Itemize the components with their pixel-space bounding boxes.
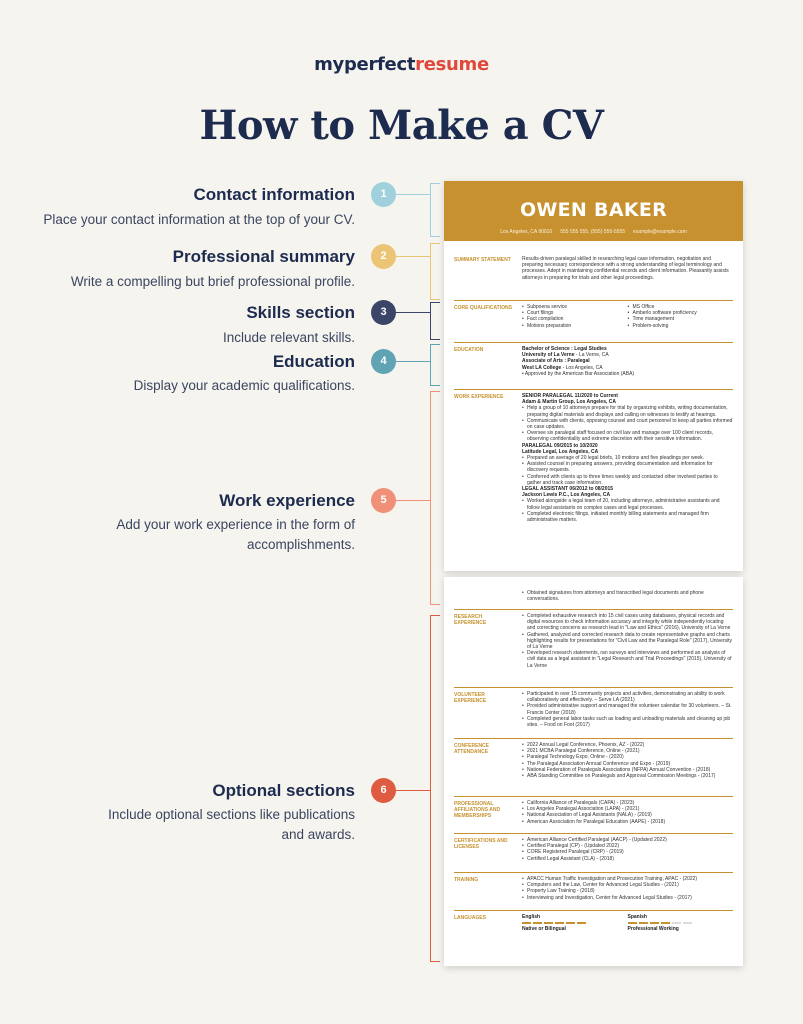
language-level: Native or Bilingual (522, 926, 566, 933)
education-label: EDUCATION (454, 347, 484, 353)
certifications-label: CERTIFICATIONS AND LICENSES (454, 838, 508, 850)
skill-item: • Fact compilation (522, 316, 628, 322)
school-2: West LA College (522, 364, 562, 371)
certifications-section (454, 833, 733, 862)
job-2-title: PARALEGAL 09/2015 to 10/2020 (522, 442, 598, 449)
step-4-description: Display your academic qualifications. (133, 378, 355, 393)
step-3-description: Include relevant skills. (222, 330, 355, 345)
job-3-company: Jackson Lewis P.C., Los Angeles, CA (522, 492, 611, 499)
work-section (454, 389, 733, 523)
affiliation-bullet: • Los Angeles Paralegal Association (LAPA) - (2021) (522, 806, 733, 812)
affiliation-bullet: • California Alliance of Paralegals (CAPA) - (2023) (522, 800, 733, 806)
step-2-description: Write a compelling but brief professional profile. (70, 274, 355, 289)
research-bullet: • Completed exhaustive research into 15 civil cases using databases, physical records and digital resources to check information accuracy and integrity while independently locating and correcting concerns as research lead in "Law and Ethics" (2016), University of La Verne (522, 613, 733, 632)
affiliation-bullet: • National Association of Legal Assistants (NALA) - (2019) (522, 812, 733, 818)
training-bullet: • Interviewing and Investigation, Center for Advanced Legal Studies - (2017) (522, 895, 733, 901)
certification-bullet: • Certified Legal Assistant (CLA) - (2018) (522, 856, 733, 862)
job-1-bullet: • Oversee six paralegal staff focused on civil law and manage over 100 client records, observing confidentiality and extreme discretion with their sensitive information. (522, 430, 733, 442)
step-4-heading: Education (272, 352, 355, 371)
education-section (454, 342, 733, 377)
page-title: How to Make a CV (199, 102, 604, 149)
step-3-heading: Skills section (246, 303, 355, 322)
step-5-description: Add your work experience in the form of accomplishments. (116, 517, 355, 552)
job-1-company: Adam & Martin Group, Los Angeles, CA (522, 399, 616, 406)
job-1-bullet: • Communicate with clients, opposing counsel and court personnel to keep all parties informed on case updates. (522, 418, 733, 430)
research-bullet: • Gathered, analyzed and corrected research data to create representative graphs and charts highlighting results for presentations for "Civil Law and the Paralegal Role" (2017), University of La Verne (522, 632, 733, 651)
language-level-segment (672, 922, 681, 924)
job-3-bullet: • Worked alongside a legal team of 20, including attorneys, administrative assistants and follow legal assistants on complex cases and legal processes. (522, 498, 733, 510)
degree-2: Associate of Arts : Paralegal (522, 358, 590, 365)
language-item (628, 914, 734, 932)
bracket-2-connector (396, 256, 430, 257)
volunteer-bullet: • Provided administrative support and managed the volunteer calendar for 30 volunteers. – St. Francis Center (2018) (522, 703, 733, 715)
research-bullet: • Developed research statements, ran surveys and interviews and performed an analysis of civil data as a legal assistant in "Legal Research and Trial Proceedings" (2015), University of La Verne (522, 650, 733, 669)
job-3-bullet: • Completed electronic filings, initiated monthly billing statements and managed firm administrative matters. (522, 511, 733, 523)
bracket-5-connector (396, 500, 430, 501)
school-1: University of La Verne (522, 352, 575, 359)
language-level-segment (661, 922, 670, 924)
language-level-bar (628, 922, 734, 924)
training-bullet: • APACC Human Traffic Investigation and Prosecution Training, APAC - (2022) (522, 876, 733, 882)
education-body (522, 346, 733, 377)
job-2-bullet: • Conferred with clients up to three times weekly and contacted other involved parties to gather and track case information. (522, 474, 733, 486)
volunteer-label: VOLUNTEER EXPERIENCE (454, 692, 487, 704)
skill-item: • Time management (628, 316, 734, 322)
job-2-bullet: • Assisted counsel in preparing answers, providing documentation and information for discovery requests. (522, 461, 733, 473)
skill-item: • Subpoena service (522, 304, 628, 310)
skills-columns (522, 304, 733, 329)
job-1-bullet: • Help a group of 10 attorneys prepare for trial by organizing exhibits, writing documentation, preparing digital materials and displays and calling on witnesses to testify at hearings. (522, 405, 733, 417)
work-body (522, 393, 733, 523)
language-level-segment (555, 922, 564, 924)
job-3-title: LEGAL ASSISTANT 06/2012 to 08/2015 (522, 486, 614, 493)
school-1-location: - La Verne, CA (574, 352, 609, 359)
training-label: TRAINING (454, 877, 479, 883)
job-2-company: Latitude Legal, Los Angeles, CA (522, 448, 599, 455)
school-2-location: - Los Angeles, CA (561, 364, 603, 371)
language-level-segment (544, 922, 553, 924)
language-name: Spanish (627, 914, 647, 920)
brand-logo-part2: resume (415, 54, 489, 75)
step-1-description: Place your contact information at the top of your CV. (43, 212, 355, 227)
training-bullet: • Property Law Training - (2018) (522, 888, 733, 894)
conference-label: CONFERENCE ATTENDANCE (454, 743, 490, 755)
language-level: Professional Working (627, 926, 679, 933)
conference-bullet: • 2021 MCBA Paralegal Conference, Online - (2021) (522, 748, 733, 754)
skill-item: • Motions preparation (522, 323, 628, 329)
language-name: English (522, 914, 541, 920)
work-label: WORK EXPERIENCE (454, 394, 504, 400)
resume-address: Los Angeles, CA 90010 (500, 229, 553, 235)
resume-page-2 (444, 577, 743, 966)
step-2-badge: 2 (371, 244, 396, 269)
bracket-3 (430, 302, 440, 340)
resume-email: example@example.com (633, 229, 687, 235)
step-5-heading: Work experience (219, 491, 355, 510)
conference-bullet: • 2022 Annual Legal Conference, Phoenix, AZ - (2022) (522, 742, 733, 748)
step-6-heading: Optional sections (212, 781, 355, 800)
affiliations-label: PROFESSIONAL AFFILIATIONS AND MEMBERSHIPS (454, 801, 501, 819)
bracket-6 (430, 615, 440, 962)
bracket-4-connector (396, 361, 430, 362)
languages-columns (522, 914, 733, 932)
summary-label: SUMMARY STATEMENT (454, 257, 511, 263)
step-5-badge: 5 (371, 488, 396, 513)
volunteer-bullet: • Completed general labor tasks such as loading and unloading materials and cleaning up job sites. – Food on Foot (2017) (522, 716, 733, 728)
language-level-segment (533, 922, 542, 924)
skills-section (454, 300, 733, 329)
conference-bullet: • The Paralegal Association Annual Conference and Expo - (2019) (522, 761, 733, 767)
conference-section (454, 738, 733, 779)
research-section (454, 609, 733, 669)
language-level-segment (650, 922, 659, 924)
conference-bullet: • ABA Standing Committee on Paralegals and Approval Commission Meetings - (2017) (522, 773, 733, 779)
step-4-badge: 4 (371, 349, 396, 374)
certification-bullet: • Certified Paralegal (CP) - (Updated 2022) (522, 843, 733, 849)
certification-bullet: • CORE Registered Paralegal (CRP) - (2019) (522, 849, 733, 855)
skill-item: • MS Office (628, 304, 734, 310)
languages-section (454, 910, 733, 932)
step-6-badge: 6 (371, 778, 396, 803)
bracket-5 (430, 391, 440, 605)
bracket-6-connector (396, 790, 430, 791)
step-1-heading: Contact information (193, 185, 355, 204)
degree-1: Bachelor of Science : Legal Studies (522, 346, 607, 352)
skills-label: CORE QUALIFICATIONS (454, 305, 512, 311)
research-label: RESEARCH EXPERIENCE (454, 614, 487, 626)
brand-logo-part1: myperfect (314, 54, 416, 75)
volunteer-section (454, 687, 733, 728)
affiliations-section (454, 796, 733, 825)
language-level-segment (522, 922, 531, 924)
conference-bullet: • National Federation of Paralegals Associations (NFPA) Annual Convention - (2018) (522, 767, 733, 773)
language-level-bar (522, 922, 628, 924)
skill-item: • Amberlo software proficiency (628, 310, 734, 316)
resume-page-1 (444, 181, 743, 571)
bracket-2 (430, 243, 440, 300)
language-item (522, 914, 628, 932)
summary-section (454, 253, 733, 281)
step-6-description: Include optional sections like publications and awards. (108, 807, 355, 842)
affiliation-bullet: • American Association for Paralegal Education (AAPE) - (2018) (522, 819, 733, 825)
bracket-1 (430, 183, 440, 237)
language-level-segment (577, 922, 586, 924)
education-note: • Approved by the American Bar Association (ABA) (522, 370, 635, 377)
language-level-segment (639, 922, 648, 924)
resume-name: OWEN BAKER (519, 199, 668, 221)
language-level-segment (566, 922, 575, 924)
resume-header (444, 181, 743, 241)
job-2-bullet: • Prepared an average of 20 legal briefs, 10 motions and five pleadings per week. (522, 455, 733, 461)
step-1-badge: 1 (371, 182, 396, 207)
volunteer-bullet: • Participated in over 15 community projects and activities, demonstrating an ability to work collaboratively and effectively. – Serve LA (2021) (522, 691, 733, 703)
certification-bullet: • American Alliance Certified Paralegal (AACP) - (Updated 2022) (522, 837, 733, 843)
language-level-segment (683, 922, 692, 924)
languages-label: LANGUAGES (454, 915, 486, 921)
training-section (454, 872, 733, 901)
resume-phone: 555 555 555, (555) 555-5555 (560, 229, 626, 235)
work-continued (454, 587, 733, 602)
skill-item: • Court filings (522, 310, 628, 316)
bracket-3-connector (396, 312, 430, 313)
training-bullet: • Computers and the Law, Center for Advanced Legal Studies - (2021) (522, 882, 733, 888)
summary-text: Results-driven paralegal skilled in researching legal case information, negotiation and preparing necessary correspondence with a strong understanding of legal terminology and processes. Adept in maintaining confidential records and client information. Pleasantly assists attorneys in preparing for trials and other legal proceedings. (522, 256, 729, 281)
conference-bullet: • Paralegal Technology Expo, Online - (2020) (522, 754, 733, 760)
step-3-badge: 3 (371, 300, 396, 325)
skill-item: • Problem-solving (628, 323, 734, 329)
bracket-1-connector (396, 194, 430, 195)
brand-logo (0, 54, 803, 75)
bracket-4 (430, 344, 440, 386)
resume-contact (444, 229, 743, 235)
step-2-heading: Professional summary (172, 247, 355, 266)
work-continued-bullet: • Obtained signatures from attorneys and transcribed legal documents and phone conversations. (522, 590, 733, 602)
job-1-title: SENIOR PARALEGAL 11/2020 to Current (522, 393, 618, 399)
language-level-segment (628, 922, 637, 924)
